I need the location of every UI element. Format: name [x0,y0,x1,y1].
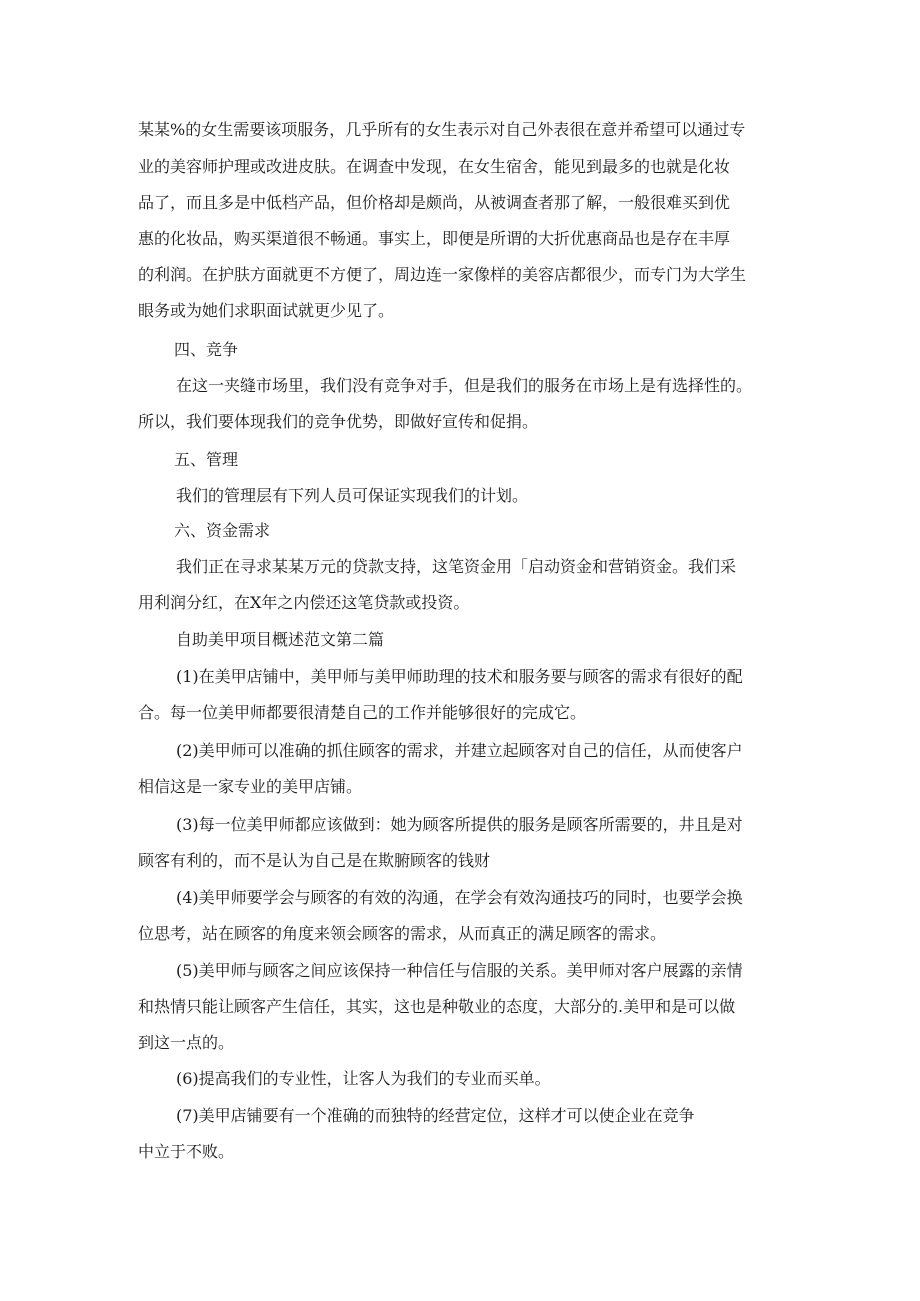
list-item-3-line: 顾客有利的，而不是认为自己是在欺腑顾客的钱财 [138,851,491,870]
list-item-1-line: 合。每一位美甲师都要很清楚自己的工作并能够很好的完成它。 [138,703,587,722]
paragraph-line: 我们正在寻求某某万元的贷款支持，这笔资金用「启动资金和营销资金。我们采 [176,557,737,576]
paragraph-line: 惠的化妆品，购买渠道很不畅通。事实上，即便是所谓的大折优惠商品也是存在丰厚 [138,229,731,248]
list-item-4-line: (4)美甲师要学会与顾客的有效的沟通，在学会有效沟通技巧的同时，也要学会换 [176,888,743,907]
list-item-7-line: 中立于不败。 [138,1142,235,1161]
article-subtitle: 自助美甲项目概述范文第二篇 [176,630,385,649]
list-item-2-line: 相信这是一家专业的美甲店铺。 [138,777,363,796]
paragraph-line: 的利润。在护肤方面就更不方便了，周边连一家像样的美容店都很少，而专门为大学生 [138,265,747,284]
list-item-5-line: 到这一点的。 [138,1033,235,1052]
section-heading-management: 五、管理 [174,450,239,469]
paragraph-line: 业的美容师护理或改进皮肤。在调查中发现，在女生宿舍，能见到最多的也就是化妆 [138,157,731,176]
list-item-5-line: (5)美甲师与顾客之间应该保持一种信任与信服的关系。美甲师对客户展露的亲情 [176,961,743,980]
list-item-7-line: (7)美甲店铺要有一个准确的而独特的经营定位，这样才可以使企业在竞争 [176,1106,695,1125]
paragraph-line: 某某%的女生需要该项服务，几乎所有的女生表示对自己外表很在意并希望可以通过专 [138,120,746,139]
list-item-5-line: 和热情只能让顾客产生信任，其实，这也是种敬业的态度，大部分的.美甲和是可以做 [138,997,736,1016]
paragraph-line: 眼务或为她们求职面试就更少见了。 [138,301,395,320]
paragraph-line: 品了，而且多是中低档产品，但价格却是颇尚，从被调查者那了解，一般很难买到优 [138,193,731,212]
list-item-2-line: (2)美甲师可以准确的抓住顾客的需求，并建立起顾客对自己的信任，从而使客户 [176,741,743,760]
list-item-1-line: (1)在美甲店铺中，美甲师与美甲师助理的技术和服务要与顾客的需求有很好的配 [176,667,743,686]
paragraph-line: 所以，我们要体现我们的竞争优势，即做好宣传和促捐。 [138,412,539,431]
paragraph-line: 在这一夹缝市场里，我们没有竞争对手，但是我们的服务在市场上是有选择性的。 [176,376,753,395]
section-heading-funding: 六、资金需求 [174,521,271,540]
section-heading-competition: 四、竞争 [174,340,239,359]
paragraph-line: 我们的管理层有下列人员可保证实现我们的计划。 [176,486,529,505]
list-item-4-line: 位思考，站在顾客的角度来领会顾客的需求，从而真正的满足顾客的需求。 [138,924,667,943]
list-item-6-line: (6)提高我们的专业性，让客人为我们的专业而买单。 [176,1069,551,1088]
list-item-3-line: (3)每一位美甲师都应该做到：她为顾客所提供的服务是顾客所需要的，井且是对 [176,815,743,834]
paragraph-line: 用利润分红，在X年之内偿还这笔贷款或投资。 [138,593,470,612]
